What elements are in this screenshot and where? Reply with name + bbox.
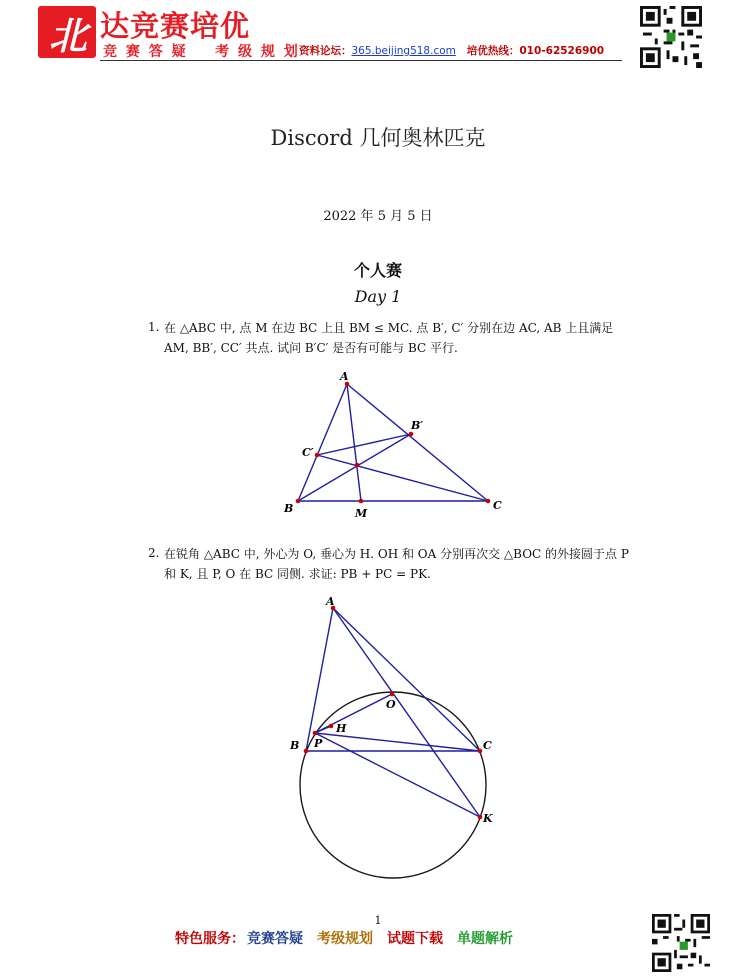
page-number: 1: [374, 914, 382, 927]
p2-segment-pk: [315, 733, 480, 817]
p2-point-b: [304, 749, 309, 754]
p1-label-b-prime: B′: [411, 419, 424, 432]
document-date: 2022 年 5 月 5 日: [323, 209, 433, 224]
p2-label-b: B: [290, 739, 300, 752]
problem-2-diagram: [280, 590, 520, 890]
footer-qr-code-icon: [652, 914, 710, 972]
p2-label-p: P: [314, 737, 323, 750]
p2-point-o: [390, 692, 395, 697]
header-divider: [100, 60, 622, 61]
problem-2-number: 2.: [148, 546, 160, 560]
p2-label-c: C: [483, 739, 492, 752]
p2-point-h: [329, 724, 334, 729]
p1-label-c-prime: C′: [302, 446, 314, 459]
section-title: 个人赛: [353, 261, 402, 280]
p1-label-c: C: [493, 499, 502, 512]
p2-line-oh: [315, 694, 392, 733]
service-analysis-link[interactable]: 单题解析: [457, 931, 513, 947]
logo: [38, 6, 96, 58]
p2-label-a: A: [326, 595, 335, 608]
forum-link[interactable]: 365.beijing518.com: [351, 45, 456, 57]
hotline-label: 培优热线：: [466, 45, 520, 57]
p1-label-b: B: [284, 502, 294, 515]
service-planning-link[interactable]: 考级规划: [317, 931, 373, 947]
p2-segment-pc: [315, 733, 480, 751]
brand-slogan: 竞 赛 答 疑 考 级 规 划: [103, 44, 300, 60]
p2-label-o: O: [386, 698, 396, 711]
p1-point-b-prime: [409, 432, 414, 437]
brand-name: 达竞赛培优: [100, 9, 251, 43]
p1-point-b: [296, 499, 301, 504]
p1-label-m: M: [355, 507, 368, 520]
p1-side-ca: [347, 384, 488, 501]
problem-1-number: 1.: [148, 320, 160, 334]
qr-code-icon: [640, 6, 702, 68]
logo-mark: 北: [48, 13, 85, 58]
p1-cevian-am: [347, 384, 361, 501]
p2-side-ca: [333, 608, 480, 751]
p2-line-hp: [315, 726, 331, 733]
day-label: Day 1: [354, 287, 402, 306]
p2-point-p: [313, 731, 318, 736]
problem-1-diagram: [270, 362, 510, 522]
service-label: 特色服务：: [175, 931, 245, 947]
footer-services: [175, 928, 527, 948]
p1-segment-bc-prime: [317, 434, 411, 455]
document-title: Discord 几何奥林匹克: [270, 126, 486, 150]
p2-point-k: [478, 815, 483, 820]
hotline-number: 010-62526900: [519, 45, 605, 57]
header-contact: [299, 43, 604, 58]
problem-2-text: 在锐角 △ABC 中, 外心为 O, 垂心为 H. OH 和 OA 分别再次交 △BOC 的外接圆于点 P 和 K, 且 P, O 在 BC 同侧. 求证: PB + PC = PK.: [164, 547, 629, 581]
p2-side-ab: [306, 608, 333, 751]
p1-point-m: [359, 499, 364, 504]
p1-point-c-prime: [315, 453, 320, 458]
forum-label: 资料论坛：: [299, 45, 352, 57]
p2-label-h: H: [336, 722, 347, 735]
problem-1-text: 在 △ABC 中, 点 M 在边 BC 上且 BM ≤ MC. 点 B′, C′ 分别在边 AC, AB 上且满足 AM, BB′, CC′ 共点. 试问 B′C′ 是否有可能与 BC 平行.: [164, 321, 614, 355]
p1-point-c: [486, 499, 491, 504]
p2-label-k: K: [483, 812, 493, 825]
p2-point-c: [478, 749, 483, 754]
p1-point-concurrency: [355, 463, 360, 468]
service-download-link[interactable]: 试题下载: [387, 931, 443, 947]
service-qa-link[interactable]: 竞赛答疑: [247, 931, 303, 947]
p1-side-ab: [298, 384, 347, 501]
p1-cevian-cc: [317, 455, 488, 501]
p1-label-a: A: [340, 370, 349, 383]
